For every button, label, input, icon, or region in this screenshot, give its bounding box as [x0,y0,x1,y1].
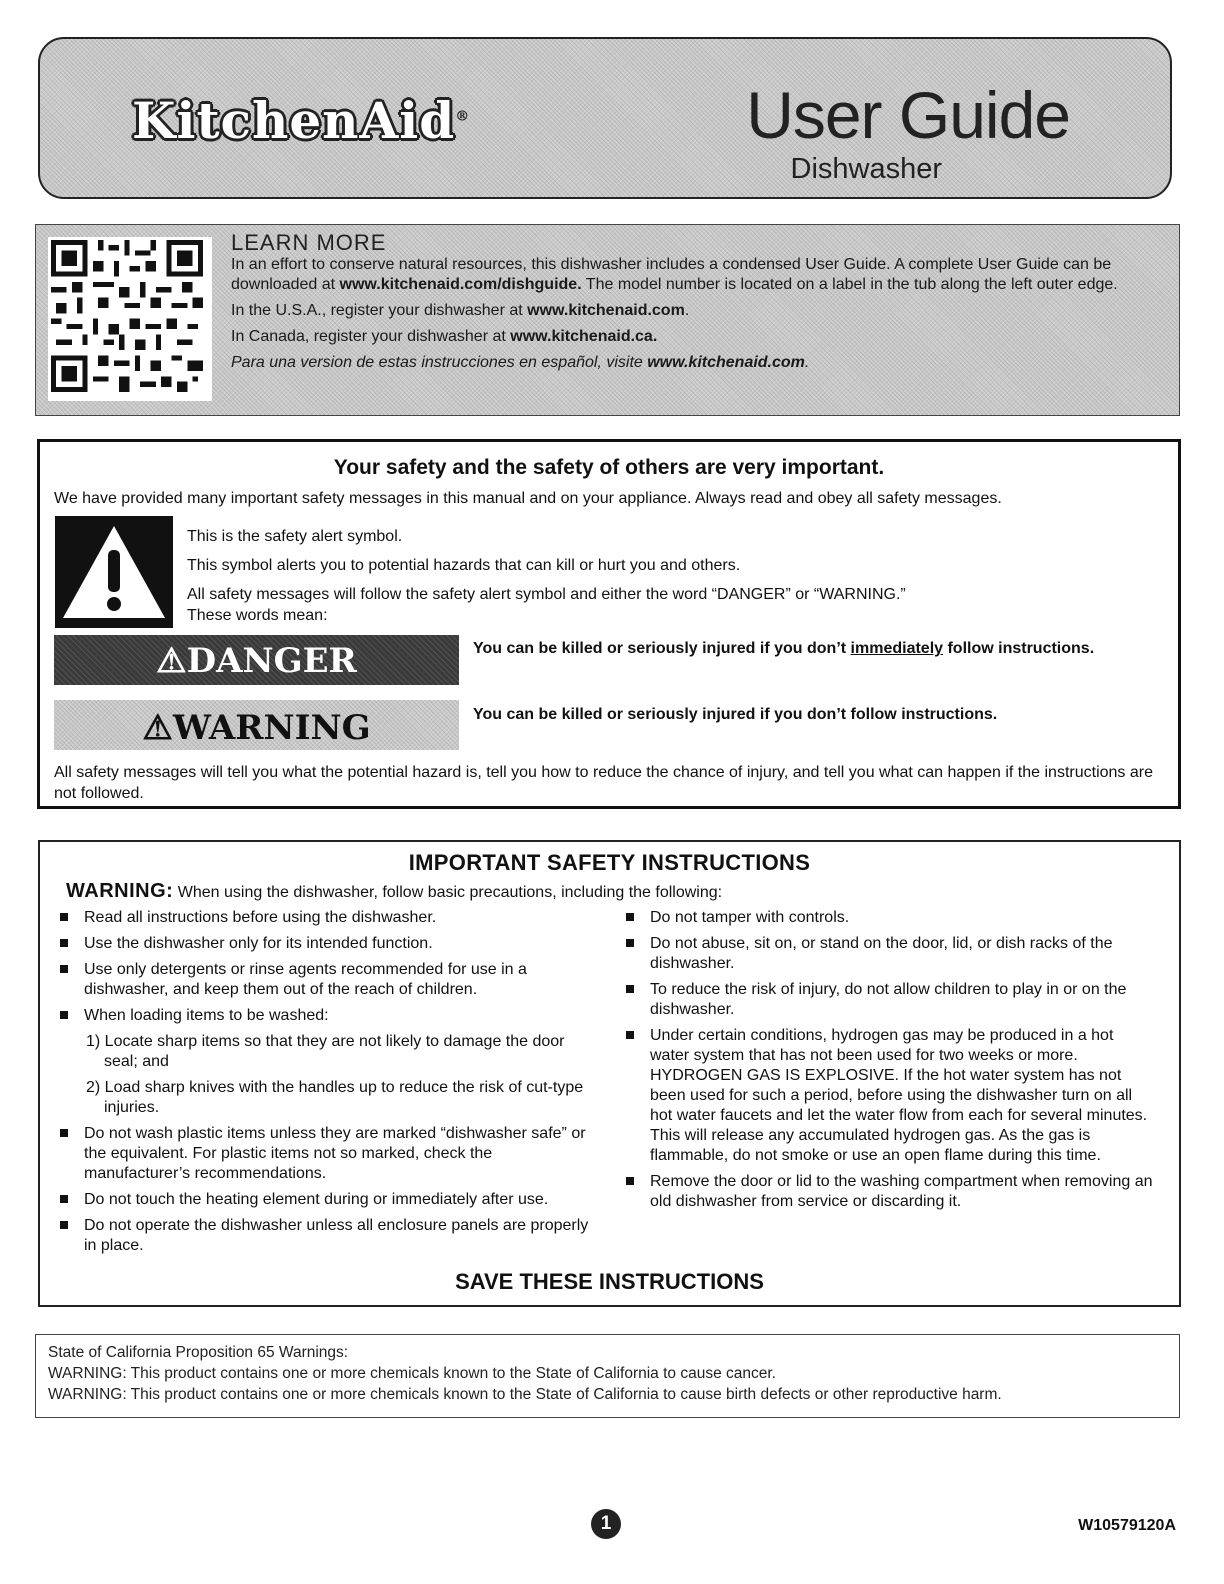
qr-code-icon[interactable] [48,237,212,401]
spanish-version: Para una version de estas instrucciones en español, visite www.kitchenaid.com. [231,354,810,371]
bullet-icon [60,1129,68,1137]
warning-triangle-icon: ⚠ [156,641,187,681]
safety-intro: We have provided many important safety messages in this manual and on your appliance. Always read and obey all safety messages. [54,490,1002,507]
learn-more-paragraph: In an effort to conserve natural resources, this dishwasher includes a condensed User Guide. A complete User Guide can be downloaded at www.kitchenaid.com/dishguide. The model number is located on a label in the tub along the left outer edge. [231,256,1118,293]
us-register-link[interactable]: www.kitchenaid.com [527,302,685,319]
list-item: Do not wash plastic items unless they are marked “dishwasher safe” or the equivalent. For plastic items not so marked, check the manufacturer’s recommendations. [58,1124,598,1184]
page-number: 1 [591,1509,621,1539]
bullet-icon [60,1221,68,1229]
list-item: Use the dishwasher only for its intended function. [58,934,598,954]
list-item: Do not abuse, sit on, or stand on the door, lid, or dish racks of the dishwasher. [624,934,1154,974]
bullet-icon [626,1177,634,1185]
us-register: In the U.S.A., register your dishwasher at www.kitchenaid.com. [231,302,690,319]
warning-message: You can be killed or seriously injured if you don’t follow instructions. [473,706,998,723]
bullet-icon [60,1195,68,1203]
page-title: User Guide [746,78,1070,152]
important-safety-section [38,840,1181,1307]
prop65-warnings [35,1334,1180,1418]
important-heading: IMPORTANT SAFETY INSTRUCTIONS [408,850,811,875]
bullet-icon [60,1011,68,1019]
alert-lines: This is the safety alert symbol. This symbol alerts you to potential hazards that can kill or hurt you and others. All safety messages will follow the safety alert symbol and either the word “DANGER” or “WARNING.” These words mean: [187,528,906,624]
bullet-icon [60,913,68,921]
prop65-line: WARNING: This product contains one or more chemicals known to the State of California to cause birth defects or other reproductive harm. [48,1386,1002,1403]
warning-triangle-icon: ⚠ [142,708,173,748]
list-item: Do not tamper with controls. [624,908,1154,928]
list-item: Under certain conditions, hydrogen gas may be produced in a hot water system that has not been used for two weeks or more. HYDROGEN GAS IS EXPLOSIVE. If the hot water system has not been used for such a period, before using the dishwasher turn on all hot water faucets and let the water flow from each for several minutes. This will release any accumulated hydrogen gas. As the gas is flammable, do not smoke or use an open flame during this time. [624,1026,1154,1166]
document-code: W10579120A [1078,1517,1176,1534]
list-item: To reduce the risk of injury, do not allow children to play in or on the dishwasher. [624,980,1154,1020]
learn-more-text [231,230,1165,379]
header-banner [38,37,1172,199]
safety-heading: Your safety and the safety of others are very important. [333,456,885,479]
prop65-line: WARNING: This product contains one or more chemicals known to the State of California to cause cancer. [48,1365,776,1382]
instructions-left-column [58,908,598,1262]
bullet-icon [60,939,68,947]
save-instructions-heading: SAVE THESE INSTRUCTIONS [455,1269,764,1294]
instructions-right-column [624,908,1154,1218]
learn-more-panel [35,224,1180,416]
sub-list-item: 2) Load sharp knives with the handles up to reduce the risk of cut-type injuries. [86,1079,584,1116]
brand-logo: KitchenAid® [132,91,471,150]
sub-list-item: 1) Locate sharp items so that they are not likely to damage the door seal; and [86,1033,565,1070]
page-subtitle: Dishwasher [790,153,942,185]
warning-label: ⚠WARNING [54,700,459,750]
bullet-icon [626,913,634,921]
bullet-icon [626,939,634,947]
list-item: Remove the door or lid to the washing compartment when removing an old dishwasher from service or discarding it. [624,1172,1154,1212]
bullet-icon [60,965,68,973]
spanish-link[interactable]: www.kitchenaid.com [647,354,805,371]
canada-register-link[interactable]: www.kitchenaid.ca. [510,328,658,345]
bullet-icon [626,985,634,993]
safety-alert-icon [55,516,173,628]
list-item: When loading items to be washed: [58,1006,598,1026]
learn-more-heading: LEARN MORE [231,230,387,255]
safety-footer: All safety messages will tell you what the potential hazard is, tell you how to reduce the chance of injury, and tell you what can happen if the instructions are not followed. [54,764,1153,802]
important-warning: WARNING: When using the dishwasher, follow basic precautions, including the following: [66,880,723,902]
canada-register: In Canada, register your dishwasher at www.kitchenaid.ca. [231,328,658,345]
dishguide-link[interactable]: www.kitchenaid.com/dishguide. [339,276,582,293]
list-item: Read all instructions before using the dishwasher. [58,908,598,928]
danger-label: ⚠DANGER [54,635,459,685]
danger-message: You can be killed or seriously injured if you don’t immediately follow instructions. [473,640,1095,657]
list-item: Do not operate the dishwasher unless all enclosure panels are properly in place. [58,1216,598,1256]
bullet-icon [626,1031,634,1039]
prop65-title: State of California Proposition 65 Warnings: [48,1344,349,1361]
safety-section [37,439,1181,809]
list-item: Do not touch the heating element during or immediately after use. [58,1190,598,1210]
list-item: Use only detergents or rinse agents recommended for use in a dishwasher, and keep them out of the reach of children. [58,960,598,1000]
